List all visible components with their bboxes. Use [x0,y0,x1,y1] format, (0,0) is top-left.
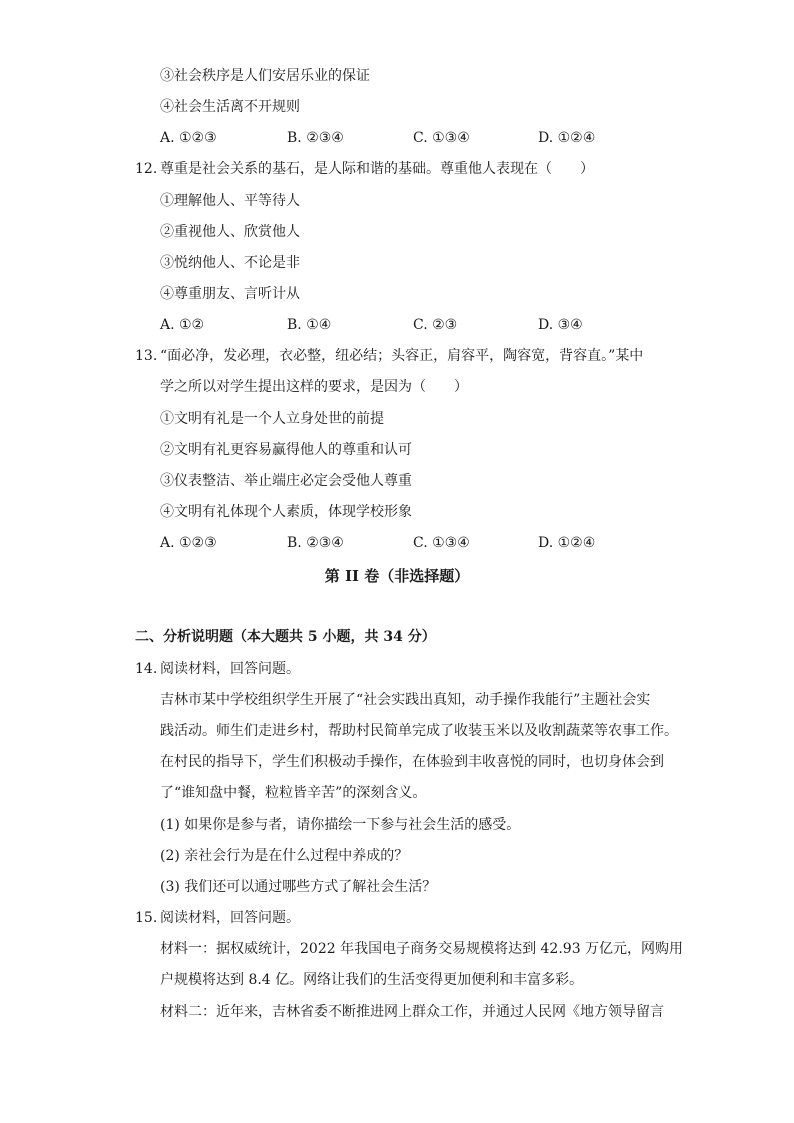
q15-number: 15. [135,910,158,926]
q12-option-c: C. ②③ [413,317,458,333]
q11-option-b: B. ②③④ [287,130,344,146]
q13-number: 13. [135,348,158,364]
q12-statement-2: ②重视他人、欣赏他人 [160,224,300,240]
q11-option-a: A. ①②③ [160,130,217,146]
q13-statement-4: ④文明有礼体现个人素质，体现学校形象 [160,504,412,520]
q14-subquestion-1: (1) 如果你是参与者，请你描绘一下参与社会生活的感受。 [160,817,521,833]
q11-statement-3: ③社会秩序是人们安居乐业的保证 [160,68,370,84]
q15-material-line-3: 材料二：近年来，吉林省委不断推进网上群众工作，并通过人民网《地方领导留言 [160,1004,664,1020]
q12-stem: 尊重是社会关系的基石，是人际和谐的基础。尊重他人表现在（ ） [160,161,594,177]
q12-statement-4: ④尊重朋友、言听计从 [160,286,300,302]
q14-subquestion-2: (2) 亲社会行为是在什么过程中养成的？ [160,848,409,864]
part-ii-title: 第 II 卷（非选择题） [324,567,470,585]
q11-statement-4: ④社会生活离不开规则 [160,99,300,115]
q14-number: 14. [135,661,158,677]
q12-option-a: A. ①② [160,317,205,333]
q11-option-d: D. ①②④ [538,130,596,146]
q12-statement-3: ③悦纳他人、不论是非 [160,255,300,271]
q13-option-a: A. ①②③ [160,535,217,551]
q14-material-line-4: 了“谁知盘中餐，粒粒皆辛苦”的深刻含义。 [160,785,427,801]
q13-option-c: C. ①③④ [413,535,470,551]
q15-material-line-2: 户规模将达到 8.4 亿。网络让我们的生活变得更加便利和丰富多彩。 [160,972,584,988]
q11-option-c: C. ①③④ [413,130,470,146]
q14-material-line-3: 在村民的指导下，学生们积极动手操作，在体验到丰收喜悦的同时，也切身体会到 [160,754,664,770]
section-heading: 二、分析说明题（本大题共 5 小题，共 34 分） [135,629,436,645]
q15-material-line-1: 材料一：据权威统计，2022 年我国电子商务交易规模将达到 42.93 万亿元，网购用 [160,941,684,957]
q14-stem: 阅读材料，回答问题。 [160,661,300,677]
q13-stem-line-2: 学之所以对学生提出这样的要求，是因为（ ） [160,379,468,395]
q13-stem-line-1: “面必净，发必理，衣必整，纽必结；头容正，肩容平，陶容宽，背容直。”某中 [160,348,644,364]
q14-subquestion-3: (3) 我们还可以通过哪些方式了解社会生活？ [160,879,437,895]
q12-statement-1: ①理解他人、平等待人 [160,193,300,209]
q12-option-b: B. ①④ [287,317,332,333]
q14-material-line-2: 践活动。师生们走进乡村，帮助村民简单完成了收装玉米以及收割蔬菜等农事工作。 [160,723,678,739]
q12-number: 12. [135,161,158,177]
q13-option-b: B. ②③④ [287,535,344,551]
q14-material-line-1: 吉林市某中学校组织学生开展了“社会实践出真知，动手操作我能行”主题社会实 [160,692,651,708]
q13-option-d: D. ①②④ [538,535,596,551]
q12-option-d: D. ③④ [538,317,583,333]
q13-statement-3: ③仪表整洁、举止端庄必定会受他人尊重 [160,473,412,489]
q13-statement-1: ①文明有礼是一个人立身处世的前提 [160,411,384,427]
q15-stem: 阅读材料，回答问题。 [160,910,300,926]
q13-statement-2: ②文明有礼更容易赢得他人的尊重和认可 [160,442,412,458]
